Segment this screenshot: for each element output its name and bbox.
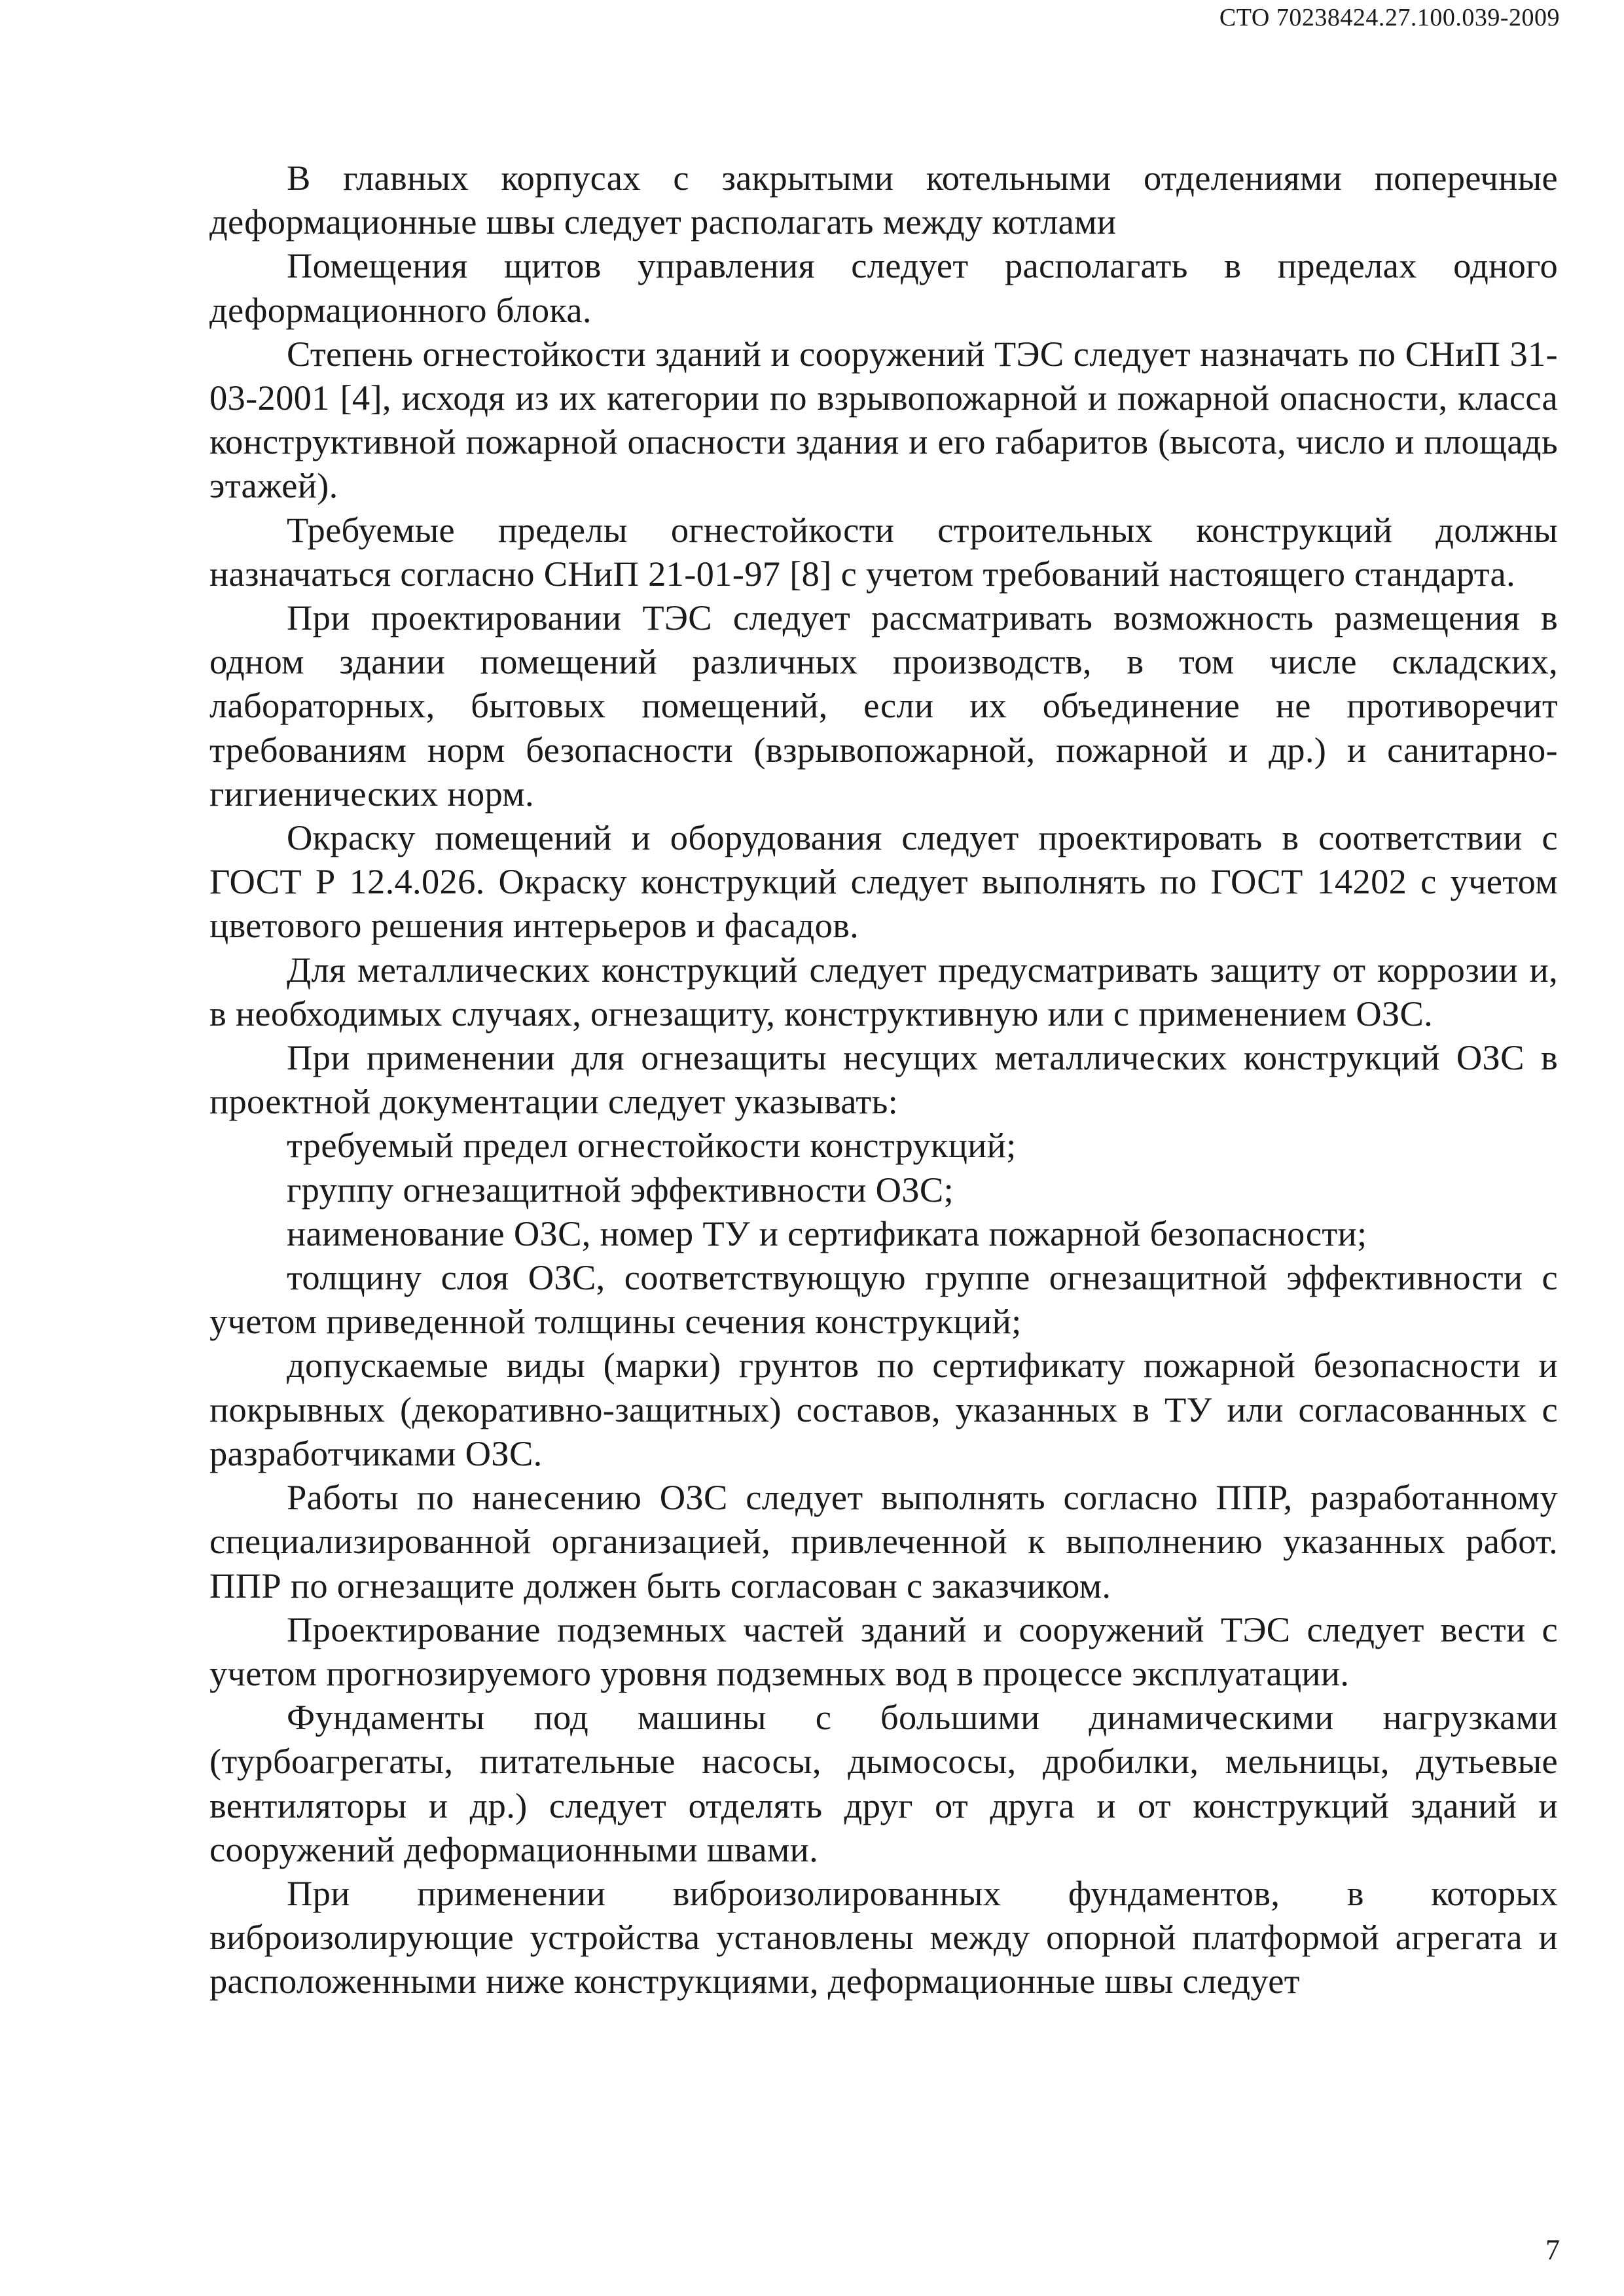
paragraph-fire-resistance-limits: Требуемые пределы огнестойкости строительных конструкций должны назначаться согласно СНиП 21-01-97 [8] с учетом требований настоящего стандарта. [209,509,1558,594]
page-number: 7 [1545,2234,1560,2266]
paragraph-ozs-works: Работы по нанесению ОЗС следует выполнять согласно ППР, разработанному специализированной организацией, привлеченной к выполнению указанных работ. ППР по огнезащите должен быть согласован с заказчиком. [209,1477,1558,1605]
list-item-fire-limit: требуемый предел огнестойкости конструкций; [287,1125,1017,1166]
paragraph-fireproofing-docs: При применении для огнезащиты несущих металлических конструкций ОЗС в проектной документации следует указывать: [209,1037,1558,1122]
paragraph-corrosion-protection: Для металлических конструкций следует предусматривать защиту от коррозии и, в необходимых случаях, огнезащиту, конструктивную или с применением ОЗС. [209,949,1558,1033]
paragraph-vibration-isolated: При применении виброизолированных фундаментов, в которых виброизолирующие устройства установлены между опорной платформой агрегата и расположенными ниже конструкциями, деформационные швы следует [209,1873,1558,2001]
paragraph-premises-placement: При проектировании ТЭС следует рассматривать возможность размещения в одном здании помещений различных производств, в том числе складских, лабораторных, бытовых помещений, если их объединение не противоречит требованиям норм безопасности (взрывопожарной, пожарной и др.) и санитарно-гигиенических норм. [209,598,1558,814]
paragraph-painting: Окраску помещений и оборудования следует проектировать в соответствии с ГОСТ Р 12.4.026. Окраску конструкций следует выполнять по ГОСТ 14202 с учетом цветового решения интерьеров и фасадов. [209,817,1558,946]
paragraph-control-rooms: Помещения щитов управления следует располагать в пределах одного деформационного блока. [209,245,1558,330]
document-code-header: СТО 70238424.27.100.039-2009 [1219,4,1560,31]
paragraph-underground-parts: Проектирование подземных частей зданий и сооружений ТЭС следует вести с учетом прогнозируемого уровня подземных вод в процессе эксплуатации. [209,1609,1558,1693]
list-item-primers: допускаемые виды (марки) грунтов по сертификату пожарной безопасности и покрывных (декоративно-защитных) составов, указанных в ТУ или согласованных с разработчиками ОЗС. [209,1345,1558,1473]
paragraph-fire-resistance-degree: Степень огнестойкости зданий и сооружений ТЭС следует назначать по СНиП 31-03-2001 [4], исходя из их категории по взрывопожарной и пожарной опасности, класса конструктивной пожарной опасности здания и его габаритов (высота, число и площадь этажей). [209,333,1558,506]
list-item-layer-thickness: толщину слоя ОЗС, соответствующую группе огнезащитной эффективности с учетом приведенной толщины сечения конструкций; [209,1257,1558,1342]
list-item-ozs-name: наименование ОЗС, номер ТУ и сертификата пожарной безопасности; [287,1213,1367,1253]
paragraph-boiler-joints: В главных корпусах с закрытыми котельными отделениями поперечные деформационные швы следует располагать между котлами [209,158,1558,242]
paragraph-machine-foundations: Фундаменты под машины с большими динамическими нагрузками (турбоагрегаты, питательные насосы, дымососы, дробилки, мельницы, дутьевые вентиляторы и др.) следует отделять друг от друга и от конструкций зданий и сооружений деформационными швами. [209,1697,1558,1869]
page-body [209,156,1558,2003]
list-item-efficiency-group: группу огнезащитной эффективности ОЗС; [287,1169,954,1210]
